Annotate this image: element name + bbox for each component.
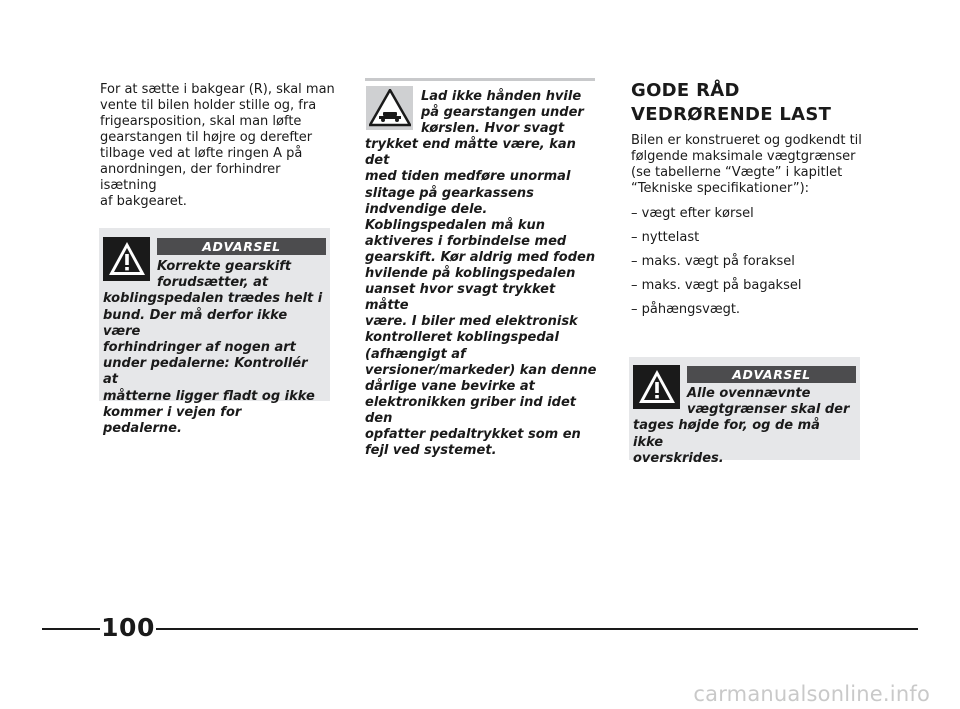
- watermark: carmanualsonline.info: [693, 682, 930, 706]
- list-item: – påhængsvægt.: [631, 302, 741, 317]
- caution-line: trykket end måtte være, kan det: [365, 137, 576, 169]
- caution-line: indvendige dele.: [365, 201, 488, 217]
- caution-line: dårlige vane bevirke at: [365, 378, 535, 394]
- intro-line: gearstangen til højre og derefter: [100, 130, 313, 145]
- list-item: – vægt efter kørsel: [631, 206, 754, 221]
- warning-line: bund. Der må derfor ikke være: [103, 307, 288, 339]
- list-item: – maks. vægt på foraksel: [631, 254, 795, 269]
- caution-line: (afhængigt af: [365, 346, 466, 362]
- caution-line: hvilende på koblingspedalen: [365, 266, 576, 282]
- caution-line: med tiden medføre unormal: [365, 169, 571, 185]
- warning-line: under pedalerne: Kontrollér at: [103, 356, 308, 388]
- caution-line: på gearstangen under: [421, 105, 584, 121]
- caution-line: være. I biler med elektronisk: [365, 314, 578, 330]
- intro-line: af bakgearet.: [100, 194, 187, 209]
- caution-line: slitage på gearkassens: [365, 185, 534, 201]
- caution-rule: [365, 78, 595, 81]
- caution-text: [365, 89, 597, 459]
- heading-line: GODE RÅD: [631, 80, 740, 101]
- caution-line: kontrolleret koblingspedal: [365, 330, 559, 346]
- warning-line: kommer i vejen for pedalerne.: [103, 404, 242, 437]
- intro-paragraph: [100, 82, 335, 210]
- load-intro-paragraph: [631, 133, 866, 197]
- warning-line: måtterne ligger fladt og ikke: [103, 388, 315, 404]
- caution-line: kørslen. Hvor svagt: [421, 121, 565, 137]
- intro-line: anordningen, der forhindrer isætning: [100, 162, 281, 193]
- caution-line: versioner/markeder) kan denne: [365, 362, 597, 378]
- warning-text: [633, 386, 854, 467]
- heading-line: VEDRØRENDE LAST: [631, 104, 832, 125]
- warning-line: tages højde for, og de må ikke: [633, 418, 820, 450]
- list-item: – maks. vægt på bagaksel: [631, 278, 802, 293]
- intro-line: For at sætte i bakgear (R), skal man: [100, 82, 335, 97]
- warning-box-load: [629, 357, 860, 466]
- warning-line: forhindringer af nogen art: [103, 340, 296, 356]
- intro-line: tilbage ved at løfte ringen A på: [100, 146, 303, 161]
- caution-line: Koblingspedalen må kun: [365, 217, 546, 233]
- warning-line: overskrides.: [633, 450, 724, 466]
- caution-line: opfatter pedaltrykket som en: [365, 426, 581, 442]
- warning-text: [103, 259, 324, 437]
- warning-line: vægtgrænser skal der: [687, 402, 850, 418]
- warning-line: Korrekte gearskift: [157, 259, 292, 274]
- load-intro-line: Bilen er konstrueret og godkendt til: [631, 133, 862, 148]
- warning-line: forudsætter, at: [157, 275, 269, 291]
- section-heading: [631, 79, 871, 127]
- warning-header: ADVARSEL: [157, 238, 326, 255]
- footer-rule-right: [156, 628, 918, 630]
- page-number: 100: [101, 613, 155, 642]
- intro-line: frigearsposition, skal man løfte: [100, 114, 302, 129]
- intro-line: vente til bilen holder stille og, fra: [100, 98, 317, 113]
- caution-line: fejl ved systemet.: [365, 443, 497, 459]
- warning-box-gearshift: [99, 228, 330, 437]
- warning-line: koblingspedalen trædes helt i: [103, 291, 323, 307]
- caution-line: uanset hvor svagt trykket måtte: [365, 282, 556, 314]
- warning-line: Alle ovennævnte: [687, 386, 811, 401]
- caution-line: aktiveres i forbindelse med: [365, 233, 567, 249]
- load-intro-line: “Tekniske specifikationer”):: [631, 181, 810, 196]
- load-intro-line: følgende maksimale vægtgrænser: [631, 149, 856, 164]
- caution-line: elektronikken griber ind idet den: [365, 394, 576, 426]
- caution-line: gearskift. Kør aldrig med foden: [365, 249, 596, 265]
- weight-limits-list: [631, 206, 801, 326]
- caution-line: Lad ikke hånden hvile: [421, 89, 582, 104]
- warning-header: ADVARSEL: [687, 366, 856, 383]
- footer-rule-left: [42, 628, 100, 630]
- list-item: – nyttelast: [631, 230, 700, 245]
- load-intro-line: (se tabellerne “Vægte” i kapitlet: [631, 165, 843, 180]
